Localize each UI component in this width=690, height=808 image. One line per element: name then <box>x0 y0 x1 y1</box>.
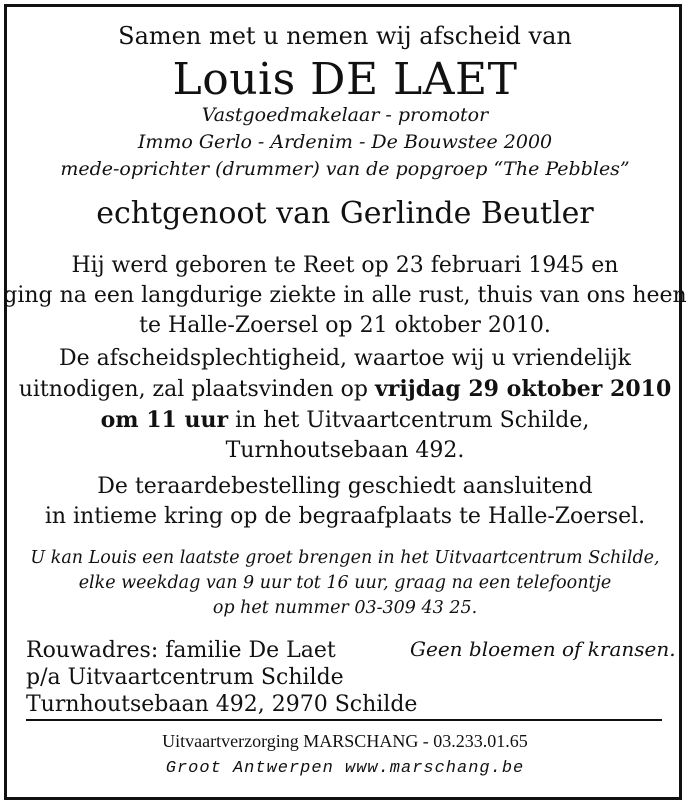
ceremony-paragraph <box>0 344 690 466</box>
address-line: Turnhoutsebaan 492, 2970 Schilde <box>26 692 418 717</box>
visit-line: op het nummer 03-309 43 25. <box>212 598 478 618</box>
birth-line: te Halle-Zoersel op 21 oktober 2010. <box>139 313 551 338</box>
burial-line: in intieme kring op de begraafplaats te Halle-Zoersel. <box>44 504 646 529</box>
visit-line: U kan Louis een laatste groet brengen in het Uitvaartcentrum Schilde, <box>30 548 660 568</box>
ceremony-time: om 11 uur <box>100 407 229 433</box>
birth-line: Hij werd geboren te Reet op 23 februari 1945 en <box>71 253 619 278</box>
intro-line: Samen met u nemen wij afscheid van <box>118 22 572 50</box>
funeral-home: Uitvaartverzorging MARSCHANG - 03.233.01.65 <box>162 731 528 751</box>
ceremony-text: uitnodigen, zal plaatsvinden op <box>18 377 375 402</box>
visit-line: elke weekdag van 9 uur tot 16 uur, graag na een telefoontje <box>78 573 612 593</box>
ceremony-text: in het Uitvaartcentrum Schilde, <box>228 408 590 433</box>
birth-paragraph <box>0 251 690 341</box>
companies-line: Immo Gerlo - Ardenim - De Bouwstee 2000 <box>137 131 553 153</box>
deceased-name: Louis DE LAET <box>172 54 518 105</box>
ceremony-line: De afscheidsplechtigheid, waartoe wij u vriendelijk <box>58 346 632 371</box>
band-line: mede-oprichter (drummer) van de popgroep “The Pebbles” <box>60 158 630 180</box>
mourning-address <box>26 637 417 718</box>
funeral-home-website: Groot Antwerpen www.marschang.be <box>165 759 525 778</box>
burial-line: De teraardebestelling geschiedt aansluitend <box>97 474 593 499</box>
no-flowers-note: Geen bloemen of kransen. <box>410 637 676 661</box>
birth-line: ging na een langdurige ziekte in alle rust, thuis van ons heen <box>3 283 687 308</box>
divider-rule <box>26 719 662 721</box>
profession-line: Vastgoedmakelaar - promotor <box>201 104 489 126</box>
address-line: Rouwadres: familie De Laet <box>26 638 336 663</box>
ceremony-line <box>0 405 690 436</box>
burial-paragraph <box>0 472 690 532</box>
address-line: p/a Uitvaartcentrum Schilde <box>26 665 344 690</box>
spouse-line: echtgenoot van Gerlinde Beutler <box>96 196 594 231</box>
ceremony-line: Turnhoutsebaan 492. <box>225 438 465 463</box>
visit-paragraph <box>0 546 690 621</box>
ceremony-line <box>0 374 690 405</box>
ceremony-date: vrijdag 29 oktober 2010 <box>375 376 672 402</box>
